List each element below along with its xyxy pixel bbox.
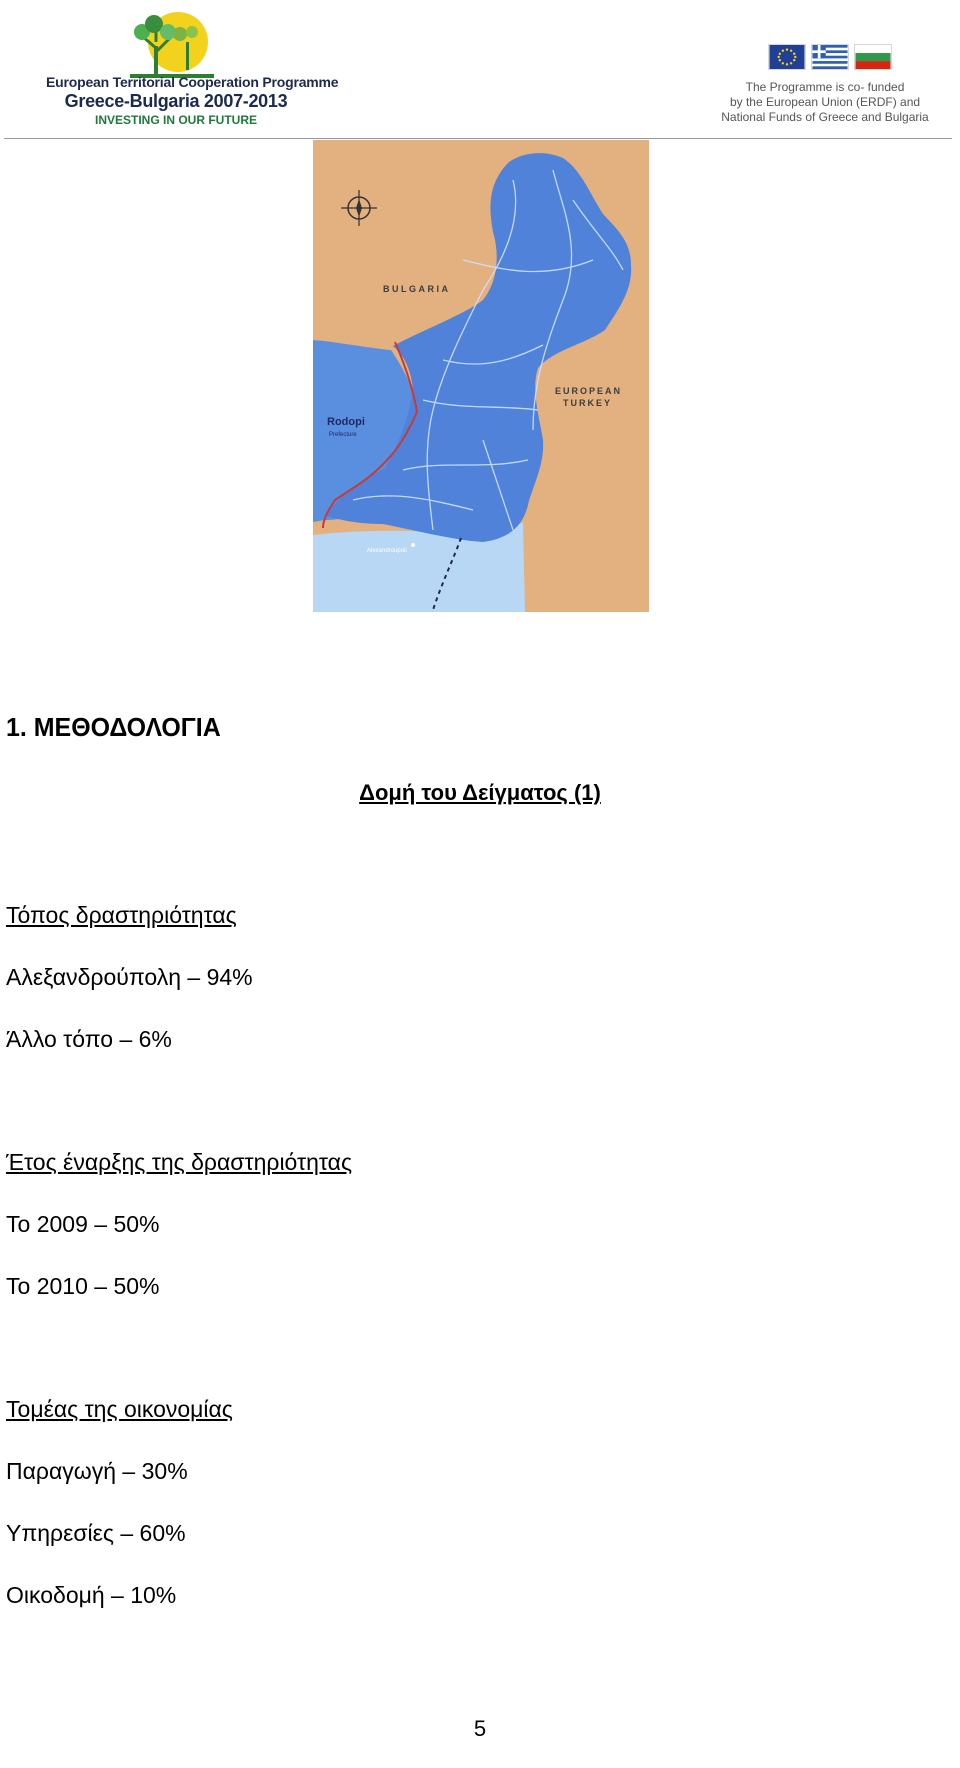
programme-title: European Territorial Cooperation Programme [46, 74, 339, 90]
cofunding-line: The Programme is co- funded [745, 80, 905, 94]
map-label-european: EUROPEAN [555, 386, 623, 396]
group-heading-sector: Τομέας της οικονομίας [6, 1396, 233, 1422]
page-number: 5 [473, 1716, 487, 1741]
cofunding-line: National Funds of Greece and Bulgaria [721, 110, 929, 124]
map-label-prefecture: Prefecture [329, 432, 357, 438]
bulgaria-flag-icon [854, 44, 892, 70]
group-item: Υπηρεσίες – 60% [6, 1520, 186, 1546]
programme-slogan: INVESTING IN OUR FUTURE [94, 113, 257, 127]
cofunding-line: by the European Union (ERDF) and [729, 95, 921, 109]
group-item: Οικοδομή – 10% [6, 1582, 177, 1608]
programme-logo [46, 12, 339, 132]
group-item: Το 2010 – 50% [6, 1273, 160, 1299]
map-label-alexandroupoli: Alexandroupoli [367, 548, 407, 554]
header-divider [4, 138, 952, 139]
map-label-bulgaria: BULGARIA [383, 284, 451, 294]
eu-flag-icon [768, 44, 806, 70]
group-item: Το 2009 – 50% [6, 1211, 160, 1237]
programme-name: Greece-Bulgaria 2007-2013 [64, 91, 288, 111]
section-title: 1. ΜΕΘΟΔΟΛΟΓΙΑ [6, 712, 221, 742]
funding-flags [768, 44, 892, 70]
group-heading-location: Τόπος δραστηριότητας [6, 902, 237, 928]
group-item: Άλλο τόπο – 6% [6, 1026, 172, 1052]
map-label-turkey: TURKEY [563, 398, 613, 408]
section-subtitle: Δομή του Δείγματος (1) [359, 780, 601, 805]
group-heading-start-year: Έτος έναρξης της δραστηριότητας [6, 1149, 353, 1175]
greece-flag-icon [811, 44, 849, 70]
group-item: Αλεξανδρούπολη – 94% [6, 964, 253, 990]
evros-prefecture-map [313, 140, 649, 612]
cofunding-note [720, 80, 930, 125]
map-label-rodopi: Rodopi [327, 416, 365, 428]
group-item: Παραγωγή – 30% [6, 1458, 188, 1484]
